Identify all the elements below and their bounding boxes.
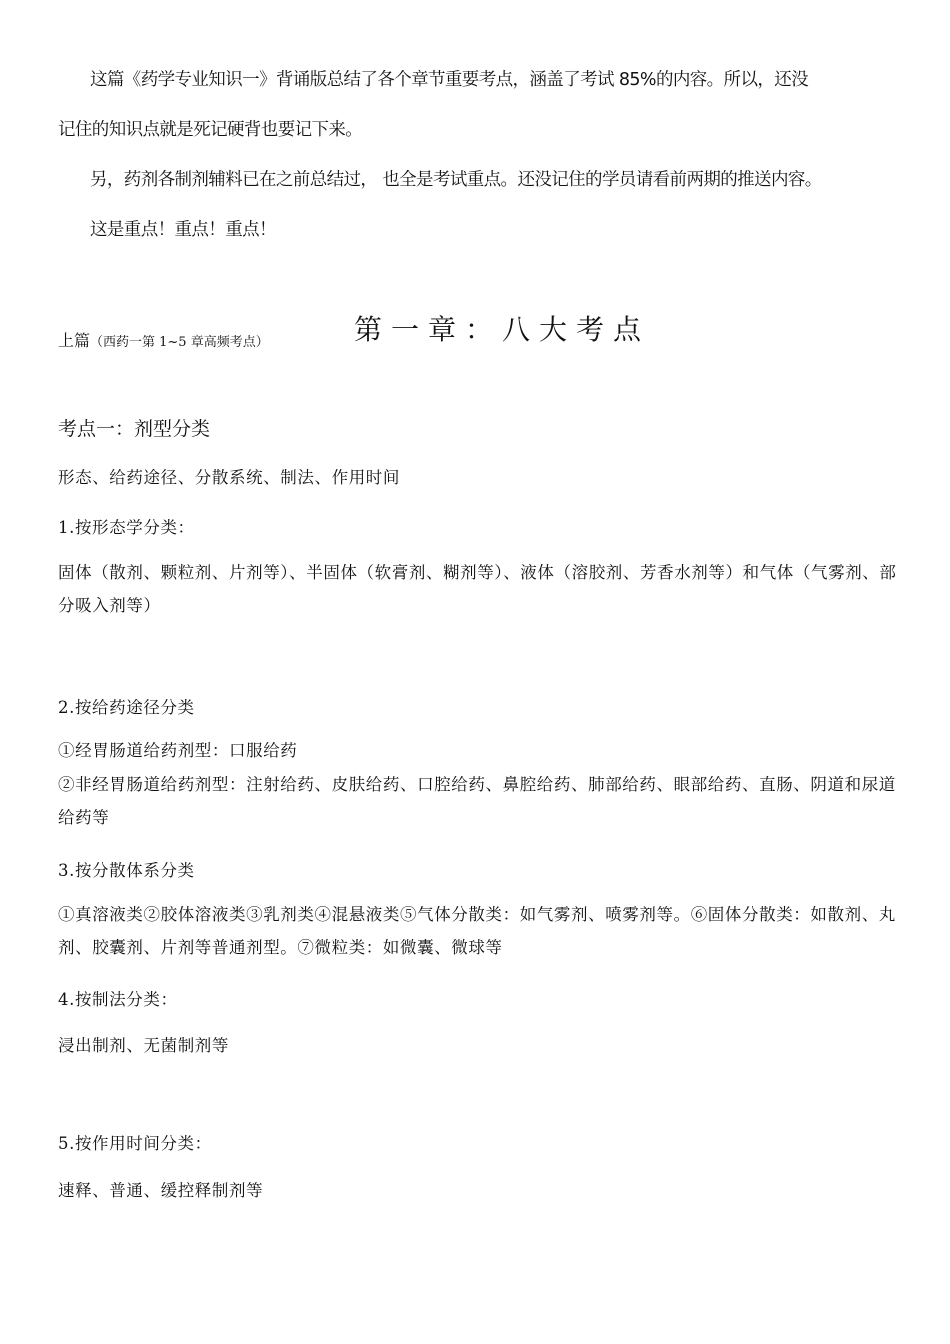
point-title: 考点一：剂型分类 xyxy=(58,418,211,440)
chapter-title: 第一章：八大考点 xyxy=(354,313,651,346)
section-content-5: 速释、普通、缓控释制剂等 xyxy=(58,1181,264,1200)
section-heading-4: 4.按制法分类： xyxy=(58,990,178,1009)
section-heading-2: 2.按给药途径分类 xyxy=(58,698,195,717)
intro-paragraph-1-line-2: 记住的知识点就是死记硬背也要记下来。 xyxy=(58,120,363,140)
section-heading-3: 3.按分散体系分类 xyxy=(58,861,195,880)
section-content-1: 固体（散剂、颗粒剂、片剂等）、半固体（软膏剂、糊剂等）、液体（溶胶剂、芳香水剂等）和气体（气雾剂、部分吸入剂等） xyxy=(58,563,897,615)
part-label xyxy=(58,328,269,351)
point-summary: 形态、给药途径、分散系统、制法、作用时间 xyxy=(58,468,400,487)
part-label-sub: （西药一第 1~5 章高频考点） xyxy=(90,335,269,350)
part-label-main: 上篇 xyxy=(58,331,91,350)
intro-paragraph-1-line-1: 这篇《药学专业知识一》背诵版总结了各个章节重要考点，涵盖了考试 85%的内容。所以，还没 xyxy=(90,70,809,90)
intro-paragraph-2: 另，药剂各制剂辅料已在之前总结过， 也全是考试重点。还没记住的学员请看前两期的推送内容。 xyxy=(90,170,822,190)
section-content-2-line-1: ①经胃肠道给药剂型：口服给药 xyxy=(58,741,298,760)
section-heading-5: 5.按作用时间分类： xyxy=(58,1134,212,1153)
section-heading-1: 1.按形态学分类： xyxy=(58,518,195,537)
section-content-4: 浸出制剂、无菌制剂等 xyxy=(58,1036,229,1055)
section-content-2-line-2: ②非经胃肠道给药剂型：注射给药、皮肤给药、口腔给药、鼻腔给药、肺部给药、眼部给药、直肠、阴道和尿道给药等 xyxy=(58,775,896,827)
section-content-3: ①真溶液类②胶体溶液类③乳剂类④混悬液类⑤气体分散类：如气雾剂、喷雾剂等。⑥固体分散类：如散剂、丸剂、胶囊剂、片剂等普通剂型。⑦微粒类：如微囊、微球等 xyxy=(58,905,896,957)
intro-paragraph-3: 这是重点！重点！重点！ xyxy=(90,220,276,240)
